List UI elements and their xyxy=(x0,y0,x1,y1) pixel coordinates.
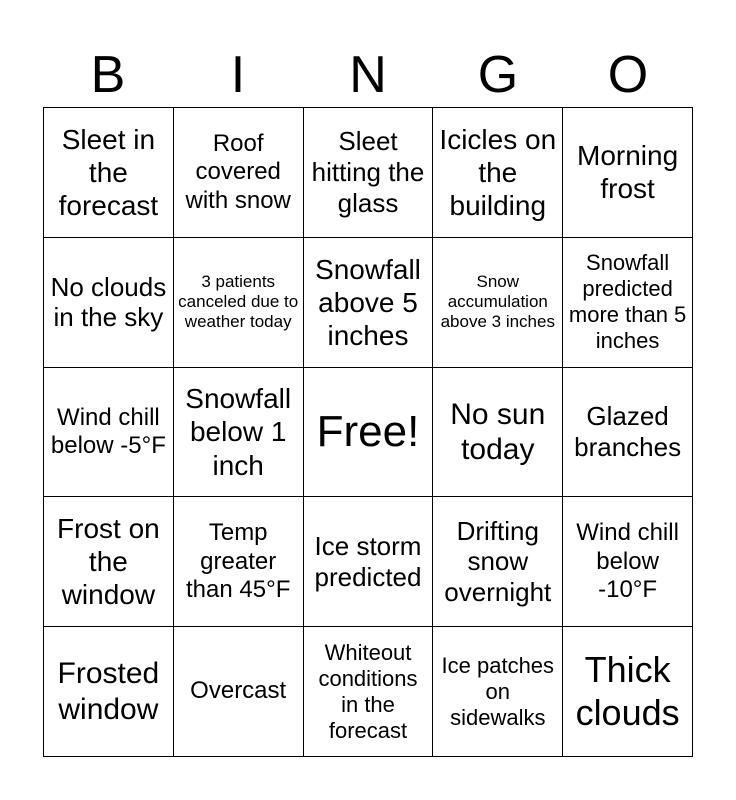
header-letter-i: I xyxy=(230,46,246,104)
bingo-cell-r5c1: Frosted window xyxy=(44,627,174,757)
bingo-cell-r2c4: Snow accumulation above 3 inches xyxy=(433,238,563,368)
bingo-cell-r1c3: Sleet hitting the glass xyxy=(304,108,434,238)
bingo-cell-r2c1: No clouds in the sky xyxy=(44,238,174,368)
bingo-cell-r4c4: Drifting snow overnight xyxy=(433,497,563,627)
bingo-cell-r3c1: Wind chill below -5°F xyxy=(44,368,174,498)
bingo-cell-r4c5: Wind chill below -10°F xyxy=(563,497,693,627)
bingo-cell-free-space: Free! xyxy=(304,368,434,498)
bingo-cell-r5c2: Overcast xyxy=(174,627,304,757)
bingo-cell-r4c1: Frost on the window xyxy=(44,497,174,627)
bingo-cell-r5c5: Thick clouds xyxy=(563,627,693,757)
bingo-cell-r1c5: Morning frost xyxy=(563,108,693,238)
bingo-cell-r3c2: Snowfall below 1 inch xyxy=(174,368,304,498)
bingo-cell-r3c4: No sun today xyxy=(433,368,563,498)
header-letter-o: O xyxy=(607,46,649,104)
bingo-cell-r4c3: Ice storm predicted xyxy=(304,497,434,627)
bingo-cell-r3c5: Glazed branches xyxy=(563,368,693,498)
bingo-cell-r2c5: Snowfall predicted more than 5 inches xyxy=(563,238,693,368)
bingo-cell-r4c2: Temp greater than 45°F xyxy=(174,497,304,627)
bingo-cell-r5c4: Ice patches on sidewalks xyxy=(433,627,563,757)
bingo-cell-r1c2: Roof covered with snow xyxy=(174,108,304,238)
bingo-header xyxy=(43,44,693,106)
bingo-cell-r2c2: 3 patients canceled due to weather today xyxy=(174,238,304,368)
bingo-cell-r5c3: Whiteout conditions in the forecast xyxy=(304,627,434,757)
header-letter-g: G xyxy=(477,46,519,104)
bingo-board xyxy=(43,107,693,757)
bingo-cell-r1c4: Icicles on the building xyxy=(433,108,563,238)
header-letter-b: B xyxy=(90,46,126,104)
bingo-cell-r1c1: Sleet in the forecast xyxy=(44,108,174,238)
bingo-cell-r2c3: Snowfall above 5 inches xyxy=(304,238,434,368)
header-letter-n: N xyxy=(349,46,387,104)
